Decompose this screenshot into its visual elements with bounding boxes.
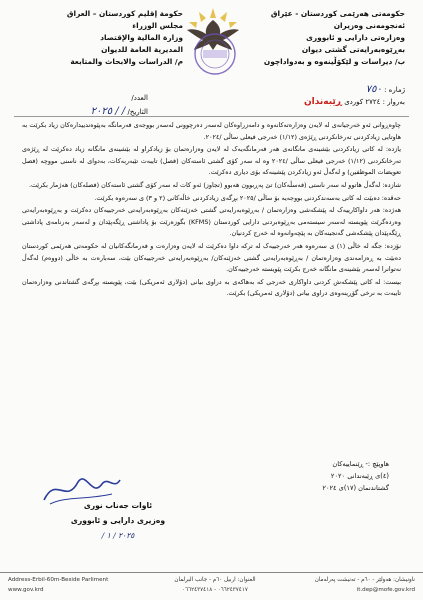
date-line: هاوپێچ :- ڕێنماییەکان xyxy=(332,460,389,468)
letter-footer xyxy=(0,572,423,601)
signatory-name: ئاوات جەناب نوری xyxy=(83,501,153,510)
reference-arabic xyxy=(28,92,148,119)
header-line: ئەنجومەنی وەزیران xyxy=(333,21,405,30)
reference-date-value: ٢٧٢٤ کوردی xyxy=(344,98,381,106)
date-line: (٤)ی ڕێبەندانی ٢٠٢٠ xyxy=(330,472,389,480)
reference-kurdish xyxy=(255,84,405,108)
reference-date-label: بەروار : xyxy=(382,98,405,106)
header-line: وەزارەتی دارایی و ئابووری xyxy=(306,33,405,42)
header-line: حکومەتی هەرێمی کوردستان - عێراق xyxy=(270,9,405,18)
footer-address-en: Address-Erbil-60m-Beside Parliment xyxy=(8,577,109,583)
footer-address-ar: العنوان: اربيل ٦٠م - جانب البرلمان xyxy=(174,577,256,583)
header-line: المديرية العامة للديوان xyxy=(101,45,183,54)
reference-number-value: ٧٥٠ xyxy=(365,84,382,95)
footer-email: it.dep@mofe.gov.krd xyxy=(356,587,415,593)
signatory-title: وەزیری دارایی و ئابووری xyxy=(70,516,166,525)
paragraph: یازدە: لە کاتی زیادکردنی بێشینەی مانگانەی هەر فەرمانگەیەک لە لایەن وەزارەتمان بۆ زیادکراو لە بێشینەی مانگانە زیاد دەکرێت لە ڕێژەی تەرخانکردنی (١/١٢) خەرجی فیعلی ساڵی /٢٠٢٤ وە لە سەر کۆی گشتی ئاستەکان (فصل) تایبەت تێبەربەکات، بەدوای لە ناسنی مووچە (فصل تعويضات الموظفين) و لەگەڵ ئەو زیادکردن پێشینەکە بۆی دیاری دەکرێت. xyxy=(22,145,401,177)
header-line: م/ الدراسات والابحاث والمتابعة xyxy=(70,57,183,66)
date-line: گشتاندنمان (١٧)ی ٢٠٢٤ xyxy=(322,484,389,492)
footer-phone: ٠٦٦٢٤٣٧٤١٧ - ٠٦٦٢٤٣٧٤١٨ xyxy=(182,587,248,593)
signature-date: ٢٠٢٥ / ١ / xyxy=(101,531,135,540)
header-divider xyxy=(14,116,409,117)
kurdish-header xyxy=(255,8,405,68)
header-line: مجلس الوزراء xyxy=(132,21,183,30)
paragraph: هەژدە: هەر داواکارییەک لە پێشکەشی وەزارەتمان / بەڕێوەبەرایەتی گشتی خەزێنەکان بەڕێوەبەرایەتی خەرجییەکان دەکرێت و بەڕێوەبەرایەتی وەردەگرێت پێویستە لەسەر سیستەمی بەڕێوەبردنی دارایی کوردستان (KFMS) بگوزەرێت بۆ پاداشتی ڕێگەپێدان و لەسەر بەرنامەی پاداشتی ڕێگەپێدان پێشکەشی گەنجینەکان بە پێچەوانەوە لە خەرج کردنیان. xyxy=(22,206,401,238)
header-line: وزارة المالية والإقتصاد xyxy=(100,33,183,42)
footer-website: www.gov.krd xyxy=(8,587,44,593)
header-line: ب/ دیراسات و لێکۆڵینەوە و بەدواداچون xyxy=(263,57,405,66)
paragraph: چاوەڕوانی ئەو خەرجیانەی لە لایەن وەزارەتەکانەوە و دامەزراوەکان لەسەر دەرچوونی لەسەر بووجەی فەرمانگە بەپێوەندییدارەکان زیاد بکرێت بە هاوتایی زیادکردنی تەرخانکردنی ڕێژەی (١/١٢) خەرجی فیعلی ساڵی /٢٠٢٤. xyxy=(22,121,401,141)
paragraph: بیست: لە کاتی پێشکەش کردنی داواکاری خەرجی کە بەهاکەی بە دراوی بیانی (دۆلاری ئەمریکی) بێت، پێویستە بڕگەی گشتاندنی وەزارەتمان تایبەت بە نرخی گۆڕینەوەی دراوی بیانی (دۆلاری ئەمریکی) بکرێت. xyxy=(22,277,401,298)
date-stamp: ڕێبەندان xyxy=(303,97,342,107)
reference-number-row xyxy=(255,84,405,96)
paragraph: نۆزدە: جگە لە خاڵی (١) ی سەرەوە هەر خەرجییەک لە ترکە داوا دەکرێت لە لایەن وەزارەت و فەرمانگەکانیان لە حکومەتی هەرێمی کوردستان دەبێت بە ڕەزامەندی وەزارەتمان / بەڕێوەبەرایەتی گشتی خەزێنەکان/ بەڕێوەبەرایەتی خەرجییەکان بێت، سەبارەت بە خاڵی (دووەم) لەگەڵ نەتوانرا لەسەر بێشینەی مانگانە خەرج بکرێت پێویستە خەرجییەکان. xyxy=(22,241,401,274)
attachment-dates xyxy=(322,458,389,494)
paragraph: حەڤدە: دەبێت لە کاتی بەسەندکردنی بووجەیە بۆ ساڵی /٢٠٢٥ بڕگەی زیادکردنی خاڵەکانی (٢ و ٣) ی سەرەوە بکرێت. xyxy=(94,193,401,202)
reference-number-label: ژمارە : xyxy=(384,86,405,94)
reference-date-row xyxy=(255,96,405,108)
ar-number-label: العدد/ xyxy=(131,94,148,102)
ar-date-value: / / ٢٠٢٥ xyxy=(90,106,126,117)
header-line: بەڕێوەبەرایەتی گشتی دیوان xyxy=(301,45,405,54)
arabic-header xyxy=(18,8,183,68)
paragraph: شازدە: لەگەڵ هاتوو لە سەر ناستی (فەسڵەکان) تێ پەڕبوون هەبوو (تجاوز) ئەو کات لە سەر کۆی گشتی ئاستەکان (فصلەکان) هەژمار بکرێت. xyxy=(28,180,401,189)
letter-body xyxy=(22,120,401,301)
footer-address-ku: ناونیشان: هەولێر - ٦٠م - تەنیشت پەرلەمان xyxy=(314,577,415,583)
ar-date-label: التاريخ/ xyxy=(127,108,148,116)
kurdistan-emblem-icon xyxy=(175,6,251,76)
header-line: حكومة إقليم كوردستان – العراق xyxy=(66,9,183,18)
signature-block xyxy=(38,498,198,543)
